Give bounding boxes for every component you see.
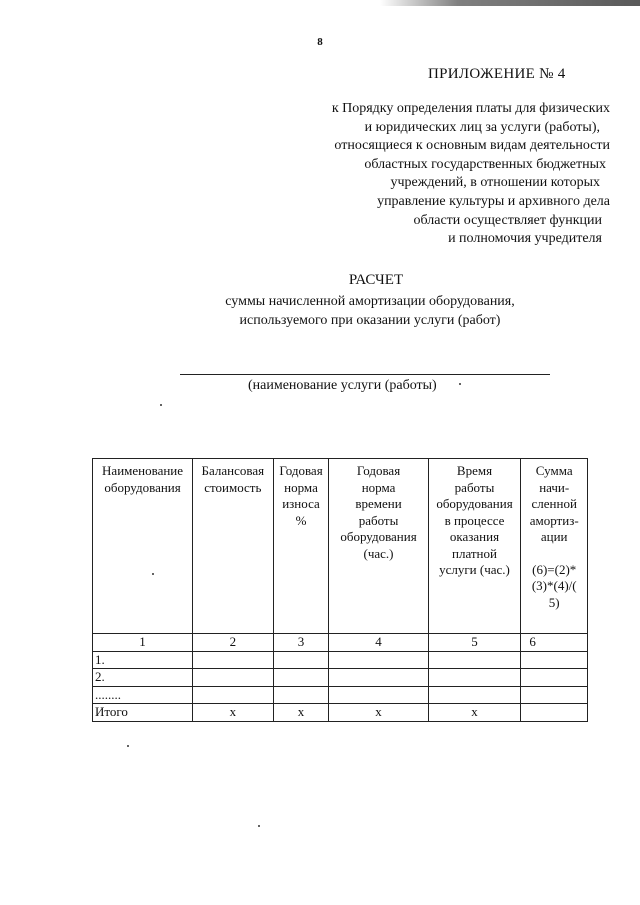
total-cell: x [193, 704, 273, 722]
appendix-line: учреждений, в отношении которых [390, 175, 600, 191]
appendix-line: области осуществляет функции [413, 212, 602, 228]
appendix-line: к Порядку определения платы для физических [331, 101, 610, 116]
table-header-row [93, 459, 588, 634]
column-number: 4 [329, 634, 428, 652]
appendix-line: и полномочия учредителя [448, 231, 602, 247]
scan-speck [459, 383, 461, 385]
row-label: 1. [93, 651, 193, 669]
table-row [93, 669, 588, 687]
column-number-row [93, 634, 588, 652]
appendix-title: ПРИЛОЖЕНИЕ № 4 [428, 66, 566, 82]
column-number: 1 [93, 634, 193, 652]
appendix-body [300, 100, 610, 249]
header-service-work-time: Время работы оборудования в процессе оказания платной услуги (час.) [428, 459, 521, 634]
service-name-caption: (наименование услуги (работы) [248, 378, 437, 393]
calculation-subtitle [0, 292, 640, 330]
table-row [93, 686, 588, 704]
header-amortization-sum: Сумма начи- сленной амортиз- ации (6)=(2)* (3)*(4)/( 5) [521, 459, 588, 634]
scan-speck [258, 825, 260, 827]
column-number: 5 [428, 634, 521, 652]
service-name-blank-line [180, 374, 550, 375]
scan-speck [152, 573, 154, 575]
amortization-table [92, 458, 588, 722]
page-number: 8 [317, 36, 323, 48]
header-equipment-name: Наименование оборудования [93, 459, 193, 634]
table-row [93, 651, 588, 669]
subtitle-line: суммы начисленной амортизации оборудования, [225, 294, 515, 309]
total-cell: x [428, 704, 521, 722]
column-number: 6 [521, 634, 588, 652]
scan-speck [160, 404, 162, 406]
column-number: 3 [273, 634, 329, 652]
total-cell [521, 704, 588, 722]
scan-edge-artifact [380, 0, 640, 6]
column-number: 2 [193, 634, 273, 652]
calculation-title: РАСЧЕТ [348, 272, 404, 288]
row-label: ........ [93, 686, 193, 704]
subtitle-line: используемого при оказании услуги (работ) [239, 313, 501, 328]
header-balance-value: Балансовая стоимость [193, 459, 273, 634]
appendix-line: управление культуры и архивного дела [377, 193, 610, 209]
appendix-line: относящиеся к основным видам деятельности [334, 138, 610, 154]
header-annual-work-time: Годовая норма времени работы оборудования (час.) [329, 459, 428, 634]
appendix-line: областных государственных бюджетных [364, 156, 606, 172]
appendix-line: и юридических лиц за услуги (работы), [364, 119, 600, 135]
total-row [93, 704, 588, 722]
total-cell: x [329, 704, 428, 722]
scan-speck [127, 745, 129, 747]
header-wear-rate: Годовая норма износа % [273, 459, 329, 634]
total-label: Итого [93, 704, 193, 722]
row-label: 2. [93, 669, 193, 687]
total-cell: x [273, 704, 329, 722]
